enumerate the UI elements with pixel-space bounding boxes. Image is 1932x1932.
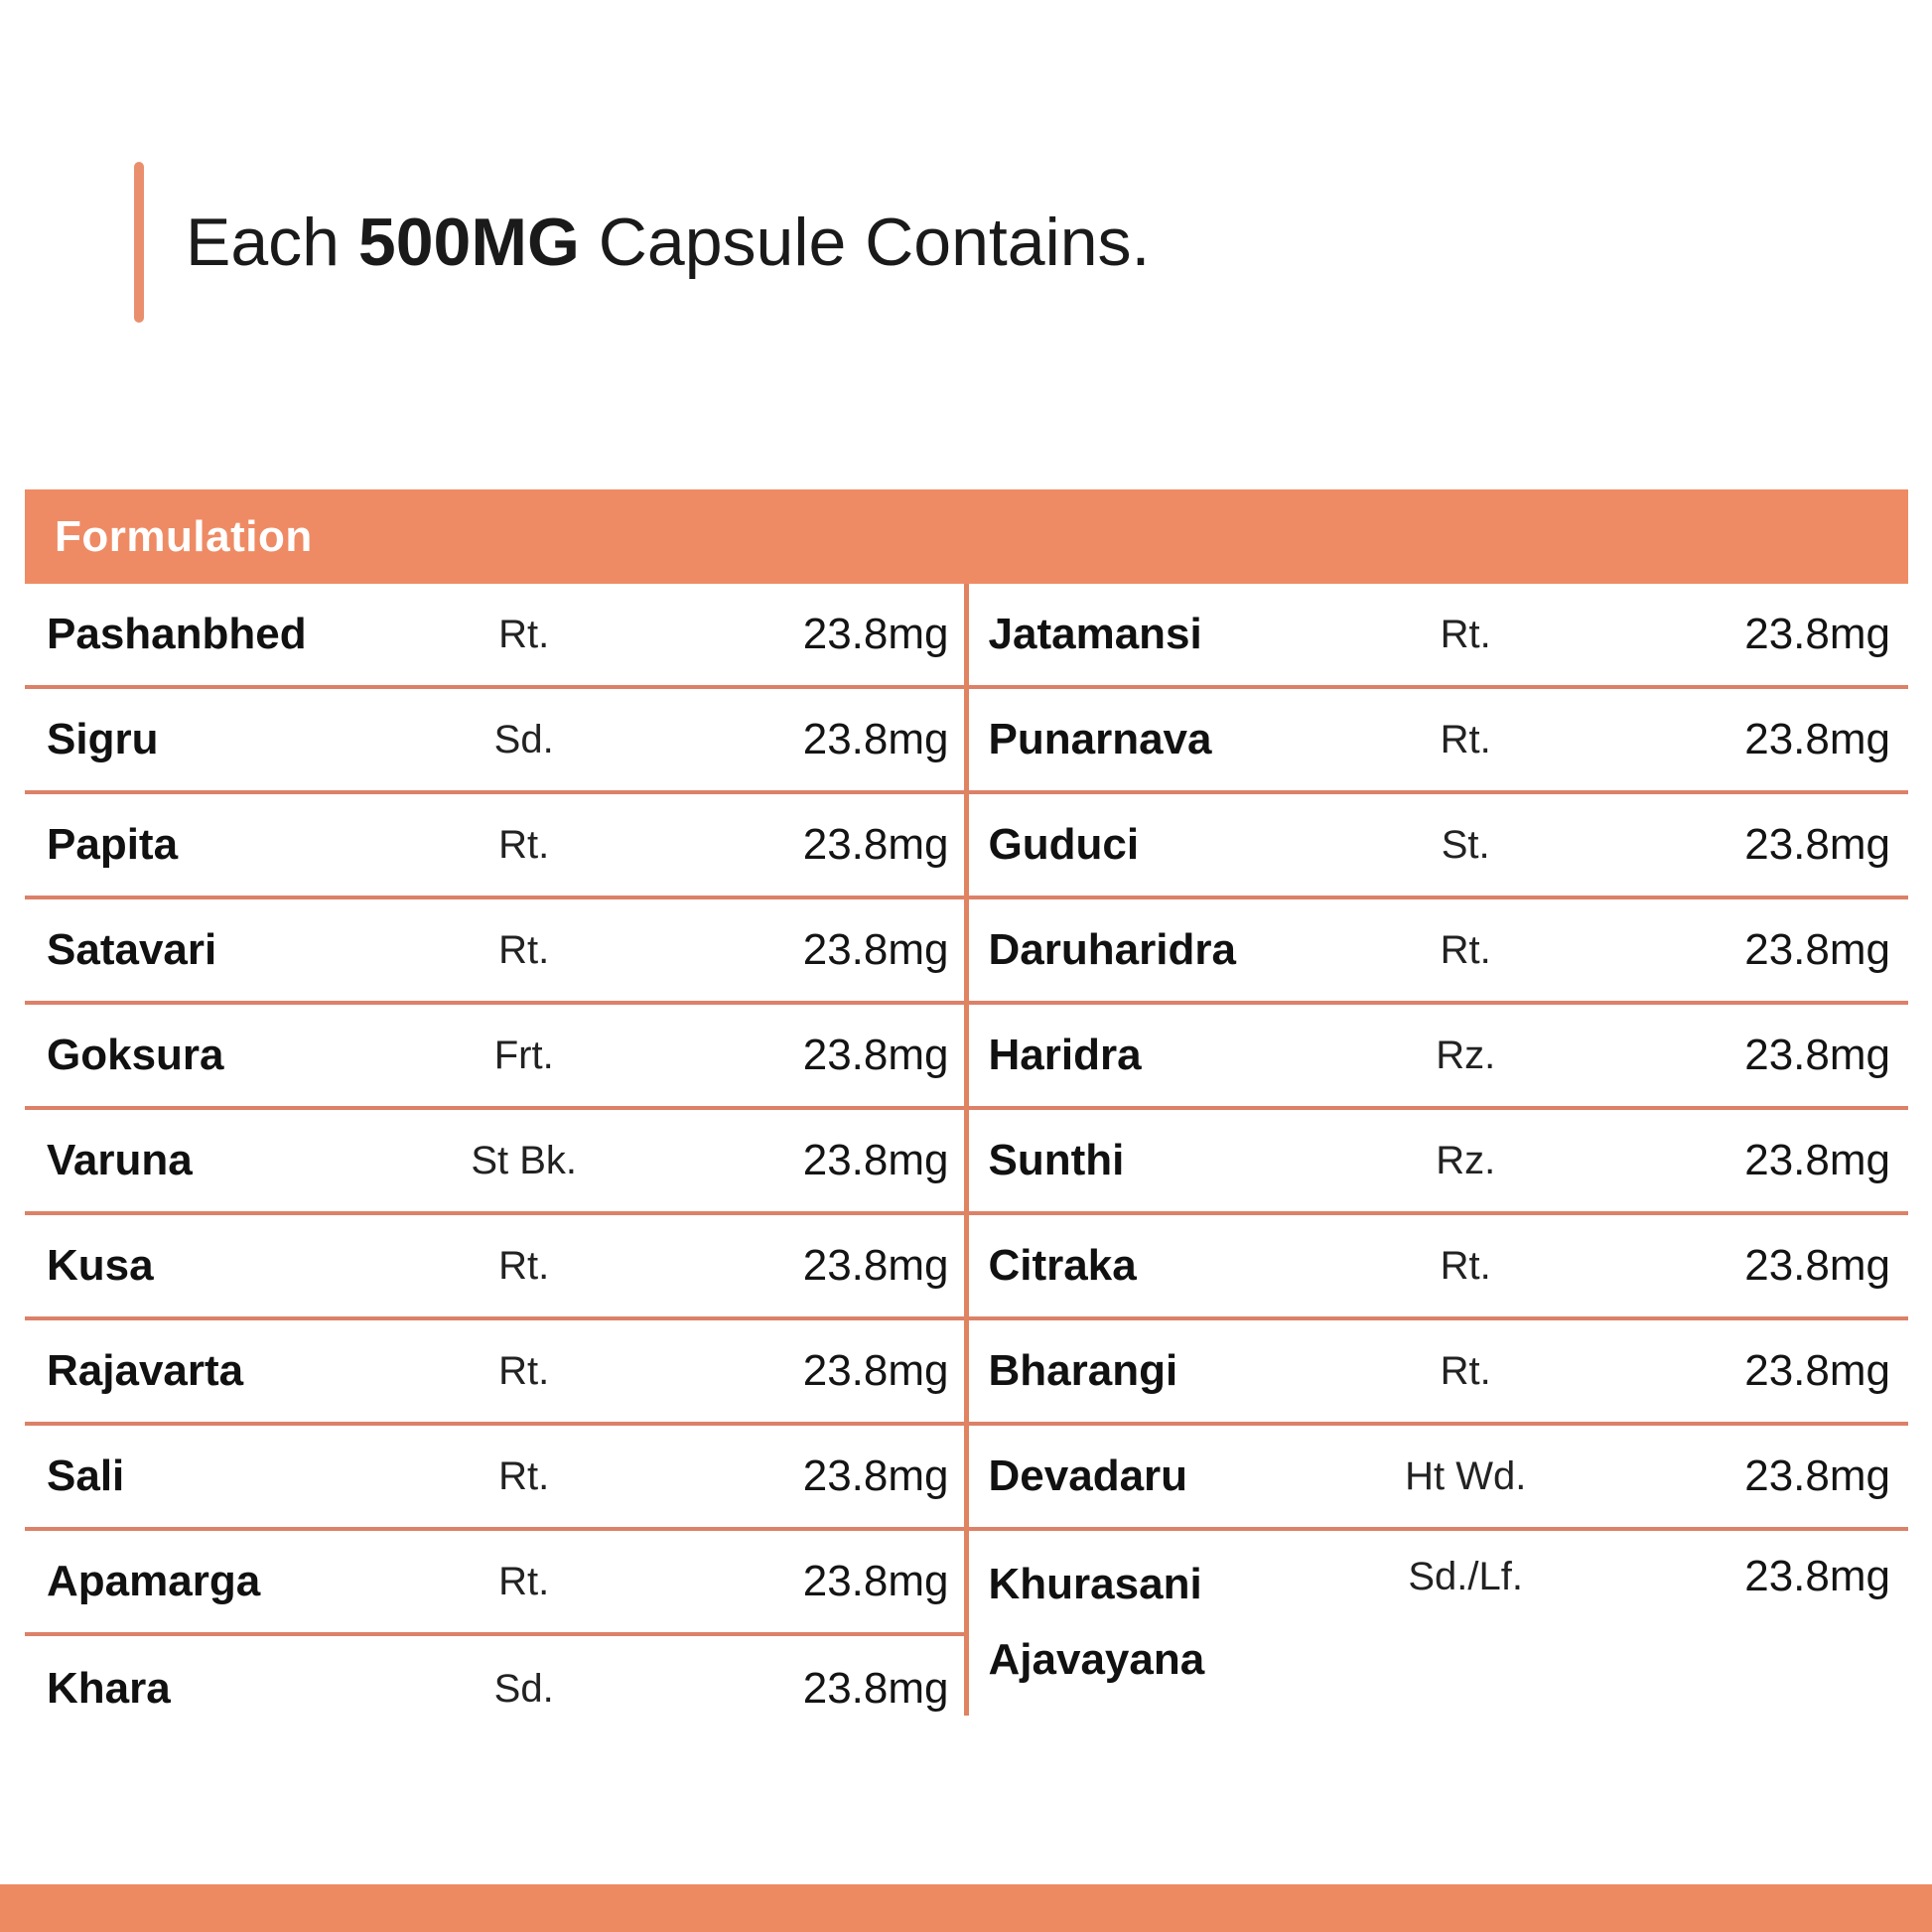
ingredient-name: Guduci <box>988 819 1140 869</box>
ingredient-row <box>967 1110 1909 1215</box>
ingredient-name: Khara <box>47 1663 171 1713</box>
ingredient-name: Rajavarta <box>47 1345 244 1395</box>
ingredient-amount: 23.8mg <box>1744 610 1890 658</box>
ingredient-amount: 23.8mg <box>1744 820 1890 869</box>
ingredient-row <box>967 689 1909 794</box>
ingredient-name: Goksura <box>47 1030 224 1079</box>
ingredient-row <box>967 1215 1909 1320</box>
page-title <box>186 204 1150 281</box>
ingredient-part: Sd./Lf. <box>1408 1555 1523 1598</box>
ingredient-row <box>25 1531 967 1636</box>
ingredient-row <box>967 1531 1909 1729</box>
ingredient-row <box>25 899 967 1005</box>
ingredient-row <box>25 1110 967 1215</box>
ingredient-amount: 23.8mg <box>802 715 949 763</box>
ingredient-amount: 23.8mg <box>802 1241 949 1290</box>
ingredient-amount: 23.8mg <box>802 820 949 869</box>
ingredient-row <box>25 1215 967 1320</box>
ingredient-name: Daruharidra <box>988 924 1236 974</box>
ingredient-amount: 23.8mg <box>802 1451 949 1500</box>
title-prefix: Each <box>186 205 358 280</box>
ingredient-name: Jatamansi <box>988 609 1202 658</box>
ingredient-part: Rt. <box>498 927 550 972</box>
ingredient-part: Ht Wd. <box>1405 1453 1527 1498</box>
ingredient-name: Devadaru <box>988 1450 1188 1500</box>
ingredient-amount: 23.8mg <box>1744 715 1890 763</box>
ingredient-amount: 23.8mg <box>1744 1136 1890 1184</box>
ingredient-row <box>967 584 1909 689</box>
ingredient-part: Frt. <box>493 1033 554 1077</box>
ingredient-name: Kusa <box>47 1240 154 1290</box>
ingredient-name: Papita <box>47 819 179 869</box>
formulation-table <box>25 489 1908 1741</box>
ingredient-part: Sd. <box>493 1666 554 1711</box>
ingredient-amount: 23.8mg <box>1744 925 1890 974</box>
formulation-table-body <box>25 584 1908 1741</box>
ingredient-part: Rt. <box>1440 1348 1491 1393</box>
ingredient-part: Rz. <box>1436 1138 1496 1182</box>
ingredient-name: Sali <box>47 1450 125 1500</box>
ingredient-amount: 23.8mg <box>1744 1241 1890 1290</box>
ingredient-part: Rt. <box>1440 1243 1491 1288</box>
title-strength: 500MG <box>357 205 580 280</box>
ingredient-amount: 23.8mg <box>1744 1031 1890 1079</box>
title-suffix: Capsule Contains. <box>579 205 1151 280</box>
ingredient-part: Rt. <box>498 1243 550 1288</box>
ingredient-part: Rt. <box>1440 612 1491 656</box>
ingredient-row <box>25 1636 967 1741</box>
ingredient-name: Bharangi <box>988 1345 1178 1395</box>
title-accent-bar <box>134 162 144 323</box>
ingredient-part: Rt. <box>498 822 550 867</box>
ingredient-row <box>967 794 1909 899</box>
ingredient-name: Citraka <box>988 1240 1137 1290</box>
ingredient-row <box>25 1005 967 1110</box>
ingredient-amount: 23.8mg <box>802 1346 949 1395</box>
ingredient-row <box>967 1426 1909 1531</box>
ingredient-row <box>967 1320 1909 1426</box>
ingredient-amount: 23.8mg <box>1744 1552 1890 1600</box>
ingredient-amount: 23.8mg <box>802 1664 949 1713</box>
ingredient-row <box>25 1426 967 1531</box>
ingredient-name: Satavari <box>47 924 217 974</box>
ingredient-part: St. <box>1441 822 1490 867</box>
ingredient-name: Varuna <box>47 1135 193 1184</box>
ingredient-row <box>25 689 967 794</box>
ingredient-part: Rt. <box>498 1453 550 1498</box>
ingredient-part: St Bk. <box>471 1138 578 1182</box>
formulation-column-left <box>25 584 967 1741</box>
ingredient-row <box>967 899 1909 1005</box>
ingredient-name: Sunthi <box>988 1135 1125 1184</box>
ingredient-part: Rt. <box>1440 927 1491 972</box>
ingredient-part: Rt. <box>498 1559 550 1603</box>
ingredient-name: Haridra <box>988 1030 1142 1079</box>
column-divider <box>964 584 969 1716</box>
bottom-accent-bar <box>0 1884 1932 1932</box>
ingredient-amount: 23.8mg <box>802 610 949 658</box>
ingredient-name: Sigru <box>47 714 159 763</box>
ingredient-amount: 23.8mg <box>1744 1451 1890 1500</box>
ingredient-part: Rt. <box>1440 717 1491 761</box>
ingredient-name: Khurasani Ajavayana <box>988 1560 1205 1684</box>
ingredient-part: Rz. <box>1436 1033 1496 1077</box>
ingredient-part: Rt. <box>498 612 550 656</box>
ingredient-row <box>25 794 967 899</box>
ingredient-row <box>25 584 967 689</box>
ingredient-name: Apamarga <box>47 1556 261 1605</box>
ingredient-amount: 23.8mg <box>802 1031 949 1079</box>
ingredient-amount: 23.8mg <box>802 1136 949 1184</box>
ingredient-amount: 23.8mg <box>802 925 949 974</box>
ingredient-row <box>967 1005 1909 1110</box>
ingredient-amount: 23.8mg <box>1744 1346 1890 1395</box>
formulation-header-label: Formulation <box>55 511 313 561</box>
ingredient-part: Rt. <box>498 1348 550 1393</box>
ingredient-part: Sd. <box>493 717 554 761</box>
formulation-column-right <box>967 584 1909 1729</box>
ingredient-name: Punarnava <box>988 714 1212 763</box>
ingredient-amount: 23.8mg <box>802 1557 949 1605</box>
ingredient-row <box>25 1320 967 1426</box>
ingredient-name: Pashanbhed <box>47 609 307 658</box>
title-block <box>134 162 1150 323</box>
formulation-table-header <box>25 489 1908 584</box>
